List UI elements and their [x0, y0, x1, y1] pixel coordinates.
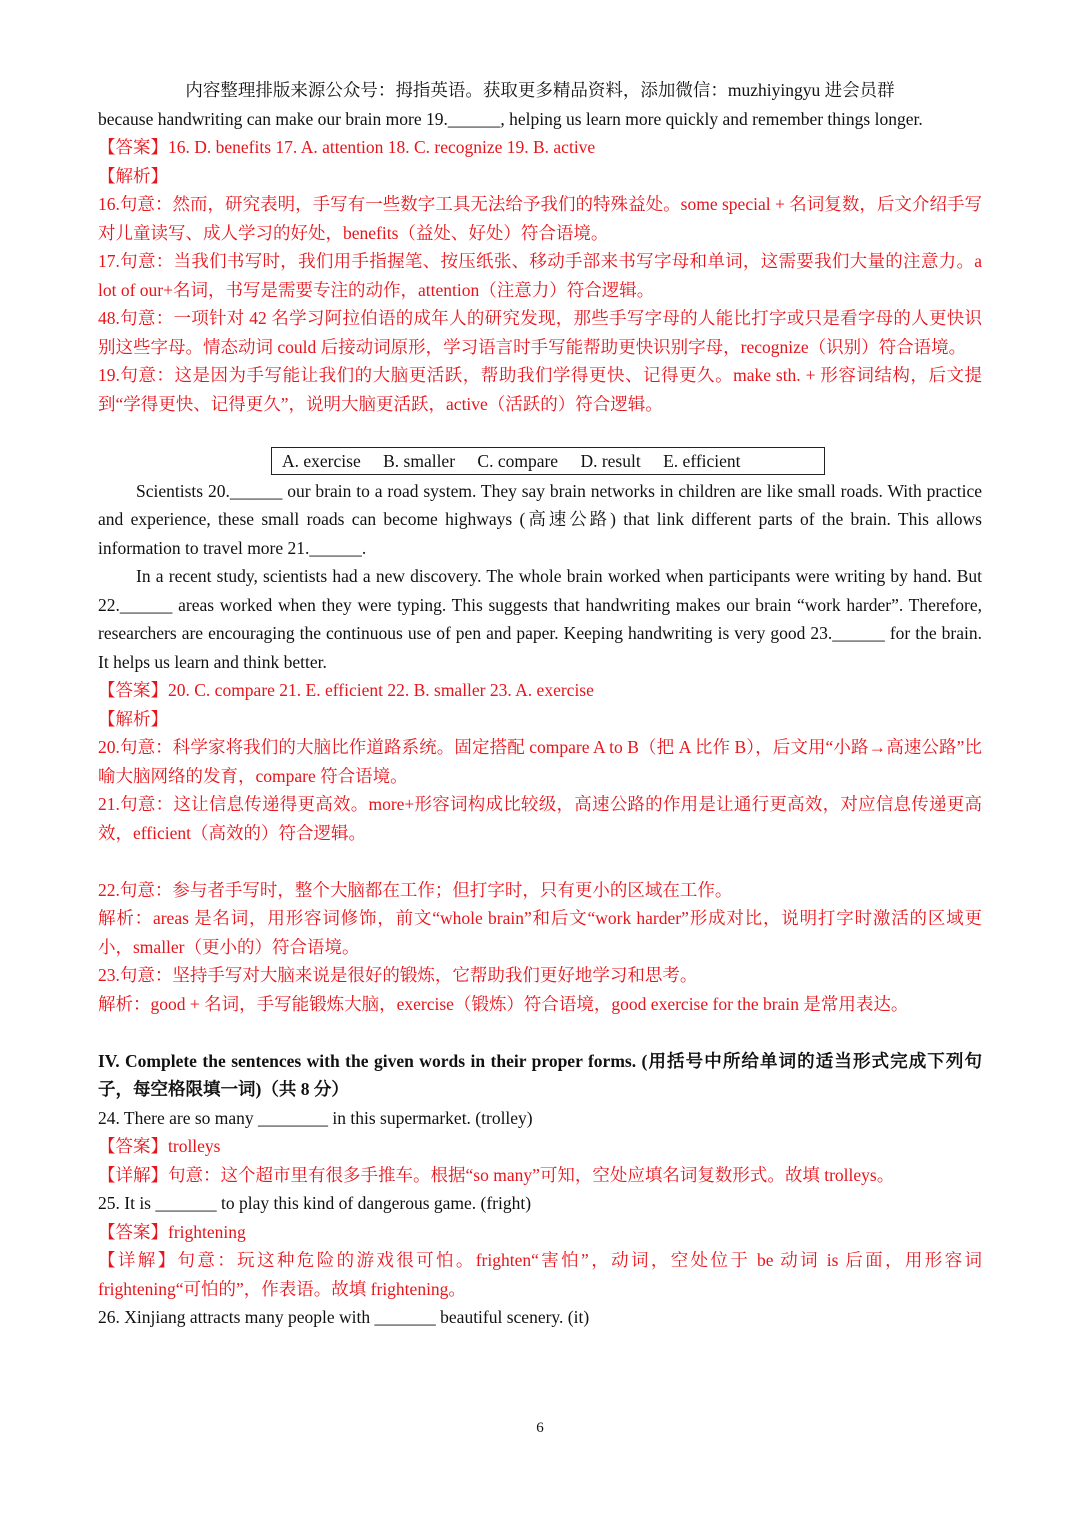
passage-paragraph-2: In a recent study, scientists had a new discovery. The whole brain worked when participants were writing by hand. But 22.______ areas worked when they were typing. This suggests that handwriting makes our brain “work harder”. Therefore, researchers are encouraging the continuous use of pen and paper. Keeping handwriting is very good 23.______ for the brain. It helps us learn and think better. — [98, 566, 982, 672]
word-option: C. compare — [477, 450, 559, 471]
passage-continuation: because handwriting can make our brain more 19.______, helping us learn more quickly and remember things longer. — [98, 108, 923, 129]
explanation-19: 19.句意：这是因为手写能让我们的大脑更活跃，帮助我们学得更快、记得更久。make sth. + 形容词结构，后文提到“学得更快、记得更久”，说明大脑更活跃，active（活跃的）符合逻辑。 — [98, 365, 982, 414]
question-26: 26. Xinjiang attracts many people with _______ beautiful scenery. (it) — [98, 1307, 590, 1327]
analysis-label: 【解析】 — [98, 708, 168, 729]
detail-25: 【详解】句意：玩这种危险的游戏很可怕。frighten“害怕”，动词，空处位于 be 动词 is 后面，用形容词 frightening“可怕的”，作表语。故填 frightening。 — [98, 1250, 982, 1299]
word-option: A. exercise — [282, 450, 361, 471]
explanation-17: 17.句意：当我们书写时，我们用手指握笔、按压纸张、移动手部来书写字母和单词，这需要我们大量的注意力。a lot of our+名词，书写是需要专注的动作，attention（注意力）符合逻辑。 — [98, 251, 982, 300]
explanation-22-meaning: 22.句意：参与者手写时，整个大脑都在工作；但打字时，只有更小的区域在工作。 — [98, 879, 733, 900]
page-content — [98, 76, 982, 1332]
answer-25: 【答案】frightening — [98, 1221, 246, 1242]
explanation-22-analysis: 解析：areas 是名词，用形容词修饰，前文“whole brain”和后文“work harder”形成对比，说明打字时激活的区域更小，smaller（更小的）符合语境。 — [98, 908, 982, 957]
word-bank-box — [271, 447, 825, 475]
page-number: 6 — [536, 1420, 544, 1436]
explanation-18: 48.句意：一项针对 42 名学习阿拉伯语的成年人的研究发现，那些手写字母的人能比打字或只是看字母的人更快识别这些字母。情态动词 could 后接动词原形，学习语言时手写能帮助更快识别字母，recognize（识别）符合语境。 — [98, 308, 982, 357]
question-25: 25. It is _______ to play this kind of dangerous game. (fright) — [98, 1193, 532, 1213]
word-option: B. smaller — [383, 450, 456, 471]
explanation-16: 16.句意：然而，研究表明，手写有一些数字工具无法给予我们的特殊益处。some special + 名词复数，后文介绍手写对儿童读写、成人学习的好处，benefits（益处、好处）符合语境。 — [98, 194, 982, 243]
word-option: D. result — [580, 450, 641, 471]
section-title: IV. Complete the sentences with the given words in their proper forms. (用括号中所给单词的适当形式完成下列句子，每空格限填一词)（共 8 分） — [98, 1050, 982, 1099]
explanation-23-meaning: 23.句意：坚持手写对大脑来说是很好的锻炼，它帮助我们更好地学习和思考。 — [98, 965, 698, 985]
answer-20-23: 【答案】20. C. compare 21. E. efficient 22. B. smaller 23. A. exercise — [98, 680, 594, 700]
page-header: 内容整理排版来源公众号：拇指英语。获取更多精品资料，添加微信：muzhiyingyu 进会员群 — [185, 80, 895, 100]
answer-24: 【答案】trolleys — [98, 1136, 221, 1156]
explanation-23-analysis: 解析：good + 名词，手写能锻炼大脑，exercise（锻炼）符合语境，good exercise for the brain 是常用表达。 — [98, 993, 909, 1014]
detail-24: 【详解】句意：这个超市里有很多手推车。根据“so many”可知，空处应填名词复数形式。故填 trolleys。 — [98, 1164, 895, 1185]
question-24: 24. There are so many ________ in this supermarket. (trolley) — [98, 1107, 533, 1128]
word-option: E. efficient — [663, 450, 741, 471]
answer-16-19: 【答案】16. D. benefits 17. A. attention 18. C. recognize 19. B. active — [98, 137, 596, 157]
analysis-label: 【解析】 — [98, 165, 168, 186]
explanation-20: 20.句意：科学家将我们的大脑比作道路系统。固定搭配 compare A to B（把 A 比作 B），后文用“小路→高速公路”比喻大脑网络的发育，compare 符合语境。 — [98, 737, 982, 786]
explanation-21: 21.句意：这让信息传递得更高效。more+形容词构成比较级，高速公路的作用是让通行更高效，对应信息传递更高效，efficient（高效的）符合逻辑。 — [98, 794, 982, 843]
passage-paragraph-1: Scientists 20.______ our brain to a road system. They say brain networks in children are like small roads. With practice and experience, these small roads can become highways (高速公路) that link different parts of the brain. This allows information to travel more 21.______. — [98, 480, 982, 558]
